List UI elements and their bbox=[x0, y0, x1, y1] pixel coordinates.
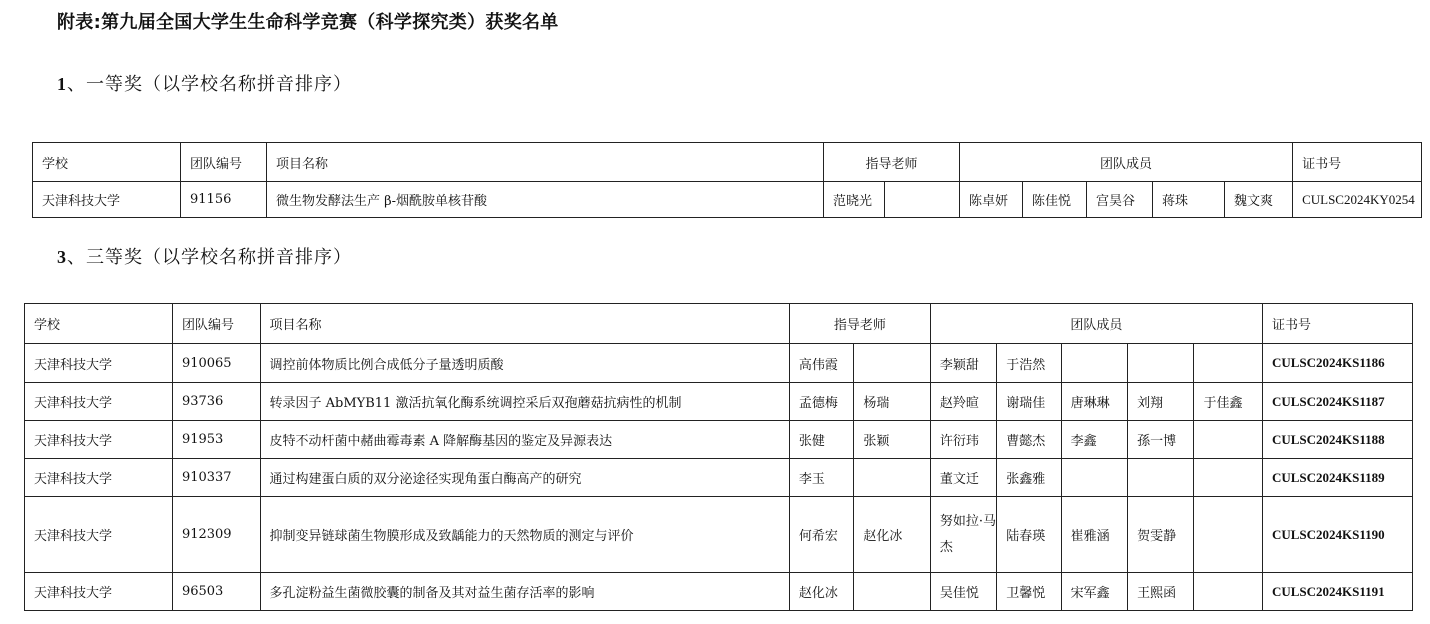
cell-advisor-2: 张颖 bbox=[854, 421, 931, 459]
cell-school: 天津科技大学 bbox=[25, 573, 173, 611]
cell-school: 天津科技大学 bbox=[25, 344, 173, 383]
section-label: 、三等奖（以学校名称拼音排序） bbox=[67, 247, 352, 268]
header-project: 项目名称 bbox=[267, 143, 824, 182]
cell-cert: CULSC2024KS1188 bbox=[1262, 421, 1412, 459]
cell-team-no: 91156 bbox=[181, 182, 267, 218]
cell-member-4 bbox=[1128, 459, 1194, 497]
cell-project: 转录因子 AbMYB11 激活抗氧化酶系统调控采后双孢蘑菇抗病性的机制 bbox=[260, 383, 789, 421]
cell-advisor-1: 何希宏 bbox=[789, 497, 853, 573]
cell-member-1: 努如拉·马杰 bbox=[930, 497, 996, 573]
cell-cert: CULSC2024KS1189 bbox=[1262, 459, 1412, 497]
cell-project: 抑制变异链球菌生物膜形成及致龋能力的天然物质的测定与评价 bbox=[260, 497, 789, 573]
cell-advisor-2 bbox=[885, 182, 960, 218]
cell-member-1: 赵羚暄 bbox=[930, 383, 996, 421]
cell-member-4: 孫一博 bbox=[1128, 421, 1194, 459]
section-number: 1 bbox=[57, 74, 67, 94]
table-header-row bbox=[33, 143, 1422, 182]
cell-cert: CULSC2024KS1187 bbox=[1262, 383, 1412, 421]
cell-advisor-1: 高伟霞 bbox=[789, 344, 853, 383]
cell-advisor-1: 李玉 bbox=[789, 459, 853, 497]
cell-advisor-1: 赵化冰 bbox=[789, 573, 853, 611]
first-prize-table bbox=[32, 142, 1422, 218]
cell-team-no: 91953 bbox=[172, 421, 260, 459]
cell-advisor-2 bbox=[854, 573, 931, 611]
section-number: 3 bbox=[57, 247, 67, 267]
cell-member-5 bbox=[1194, 421, 1262, 459]
cell-member-3 bbox=[1061, 344, 1127, 383]
cell-member-1: 李颖甜 bbox=[930, 344, 996, 383]
cell-school: 天津科技大学 bbox=[33, 182, 181, 218]
header-school: 学校 bbox=[33, 143, 181, 182]
cell-advisor-1: 孟德梅 bbox=[789, 383, 853, 421]
cell-member-2: 于浩然 bbox=[997, 344, 1061, 383]
cell-member-1: 吴佳悦 bbox=[930, 573, 996, 611]
cell-school: 天津科技大学 bbox=[25, 459, 173, 497]
cell-member-5 bbox=[1194, 344, 1262, 383]
cell-member-2: 陈佳悦 bbox=[1023, 182, 1087, 218]
cell-member-5 bbox=[1194, 573, 1262, 611]
cell-member-5: 于佳鑫 bbox=[1194, 383, 1262, 421]
cell-school: 天津科技大学 bbox=[25, 383, 173, 421]
document-title: 附表:第九届全国大学生生命科学竞赛（科学探究类）获奖名单 bbox=[57, 12, 559, 33]
cell-project: 皮特不动杆菌中赭曲霉毒素 A 降解酶基因的鉴定及异源表达 bbox=[260, 421, 789, 459]
cell-member-4: 王熙函 bbox=[1128, 573, 1194, 611]
header-cert: 证书号 bbox=[1262, 304, 1412, 344]
cell-member-1: 许衍玮 bbox=[930, 421, 996, 459]
section-label: 、一等奖（以学校名称拼音排序） bbox=[67, 74, 352, 95]
section-heading-first-prize bbox=[57, 70, 352, 96]
cell-team-no: 96503 bbox=[172, 573, 260, 611]
header-project: 项目名称 bbox=[260, 304, 789, 344]
cell-cert: CULSC2024KS1190 bbox=[1262, 497, 1412, 573]
cell-cert: CULSC2024KS1191 bbox=[1262, 573, 1412, 611]
table-row bbox=[25, 497, 1413, 573]
cell-team-no: 910065 bbox=[172, 344, 260, 383]
cell-cert: CULSC2024KS1186 bbox=[1262, 344, 1412, 383]
table-row bbox=[25, 459, 1413, 497]
cell-member-5 bbox=[1194, 497, 1262, 573]
cell-member-2: 张鑫雅 bbox=[997, 459, 1061, 497]
cell-project: 调控前体物质比例合成低分子量透明质酸 bbox=[260, 344, 789, 383]
cell-member-1: 陈卓妍 bbox=[960, 182, 1023, 218]
table-row bbox=[25, 573, 1413, 611]
table-row bbox=[33, 182, 1422, 218]
cell-member-2: 陆春瑛 bbox=[997, 497, 1061, 573]
table-row bbox=[25, 344, 1413, 383]
cell-member-3 bbox=[1061, 459, 1127, 497]
cell-cert: CULSC2024KY0254 bbox=[1293, 182, 1422, 218]
cell-member-3: 宋军鑫 bbox=[1061, 573, 1127, 611]
cell-advisor-2 bbox=[854, 459, 931, 497]
header-members: 团队成员 bbox=[930, 304, 1262, 344]
cell-member-5: 魏文爽 bbox=[1225, 182, 1293, 218]
cell-member-4: 蒋珠 bbox=[1153, 182, 1225, 218]
cell-advisor-2: 赵化冰 bbox=[854, 497, 931, 573]
cell-team-no: 912309 bbox=[172, 497, 260, 573]
header-advisor: 指导老师 bbox=[789, 304, 930, 344]
cell-project: 微生物发酵法生产 β-烟酰胺单核苷酸 bbox=[267, 182, 824, 218]
cell-member-3: 宫昊谷 bbox=[1087, 182, 1153, 218]
cell-advisor-2 bbox=[854, 344, 931, 383]
cell-member-5 bbox=[1194, 459, 1262, 497]
cell-member-2: 卫馨悦 bbox=[997, 573, 1061, 611]
header-advisor: 指导老师 bbox=[824, 143, 960, 182]
table-row bbox=[25, 383, 1413, 421]
cell-team-no: 910337 bbox=[172, 459, 260, 497]
cell-member-3: 崔雅涵 bbox=[1061, 497, 1127, 573]
cell-advisor-1: 张健 bbox=[789, 421, 853, 459]
cell-member-2: 谢瑞佳 bbox=[997, 383, 1061, 421]
cell-advisor-1: 范晓光 bbox=[824, 182, 885, 218]
cell-team-no: 93736 bbox=[172, 383, 260, 421]
table-row bbox=[25, 421, 1413, 459]
cell-school: 天津科技大学 bbox=[25, 421, 173, 459]
cell-advisor-2: 杨瑞 bbox=[854, 383, 931, 421]
cell-member-1: 董文迁 bbox=[930, 459, 996, 497]
cell-school: 天津科技大学 bbox=[25, 497, 173, 573]
header-school: 学校 bbox=[25, 304, 173, 344]
header-team-no: 团队编号 bbox=[181, 143, 267, 182]
cell-member-4: 刘翔 bbox=[1128, 383, 1194, 421]
cell-project: 多孔淀粉益生菌微胶囊的制备及其对益生菌存活率的影响 bbox=[260, 573, 789, 611]
header-team-no: 团队编号 bbox=[172, 304, 260, 344]
cell-member-2: 曹懿杰 bbox=[997, 421, 1061, 459]
cell-project: 通过构建蛋白质的双分泌途径实现角蛋白酶高产的研究 bbox=[260, 459, 789, 497]
section-heading-third-prize bbox=[57, 243, 352, 269]
header-cert: 证书号 bbox=[1293, 143, 1422, 182]
header-members: 团队成员 bbox=[960, 143, 1293, 182]
cell-member-3: 李鑫 bbox=[1061, 421, 1127, 459]
cell-member-3: 唐琳琳 bbox=[1061, 383, 1127, 421]
table-header-row bbox=[25, 304, 1413, 344]
cell-member-4: 贺雯静 bbox=[1128, 497, 1194, 573]
cell-member-4 bbox=[1128, 344, 1194, 383]
third-prize-table bbox=[24, 303, 1413, 611]
